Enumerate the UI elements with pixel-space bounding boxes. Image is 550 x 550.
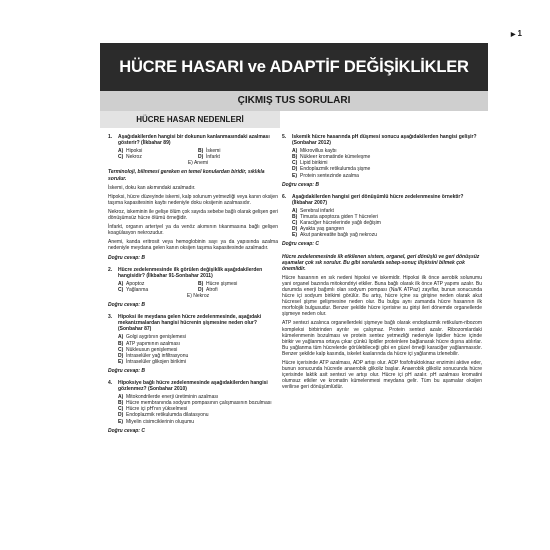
option-d: D) Atrofi <box>198 286 218 293</box>
option-b: B) Timusta apoptoza giden T hücreleri <box>292 214 379 221</box>
option-b: B) Hücre şişmesi <box>198 280 238 287</box>
chapter-title: HÜCRE HASARI ve ADAPTİF DEĞİŞİKLİKLER <box>100 43 488 91</box>
right-column <box>282 134 482 544</box>
option-b: B) İskemi <box>198 148 221 155</box>
answer: Doğru cevap: B <box>108 367 145 374</box>
left-column <box>108 134 278 544</box>
options <box>118 334 278 364</box>
question-text: Hipoksiye bağlı hücre zedelenmesinde aşağıdakilerden hangisi gözlenmez? (Sonbahar 2010) <box>118 380 268 393</box>
option-e: E) Nekroz <box>186 292 210 299</box>
option-d: D) Endoplazmik retikulumda şişme <box>292 166 371 173</box>
paragraph: Hipoksi, hücre düzeyinde iskemi, kalp solunum yetmezliği veya kanın oksijen taşıma kapasitesinin kaybı nedeniyle doku oksijenin azalmasıdır. <box>108 193 278 206</box>
paragraph: İskemi, doku kan akımındaki azalmadır. <box>108 184 196 191</box>
paragraph: İnfarkt, organın arteriyel ya da venöz akımının tıkanmasına bağlı gelişen koagülasyon nekrozudur. <box>108 224 278 237</box>
options <box>292 148 482 178</box>
option-a: A) Mikrovillus kaybı <box>292 148 337 155</box>
section-heading: HÜCRE HASAR NEDENLERİ <box>100 111 280 128</box>
paragraph: Hücre hasarının en sık nedeni hipoksi ve iskemidir. Hipoksi ilk önce aerobik solunumu yani organel bazında mitokondriyi etkiler. Buna bağlı olarak ilk önce ATP yapımı azalır. Bu durumda enerji bağımlı olan sodyum pompası (Na/K ATPaz) zayıflar, bunun sonucunda hücre içi sodyum birikimi görülür. Bu artış, hücre içine su girişine neden olarak akut hücresel şişme gelişmesine neden olur. Bu bulgu aynı zamanda hücre hasarının ilk morfolojik bulgusudur. Benzer şekilde hücre içerisine su girişi ileri dönemde organellerde şişmeye neden olur. <box>282 274 482 318</box>
question-2: 2. Hücre zedelenmesinde ilk görülen değişiklik aşağıdakilerden hangisidir? (İlkbahar 91-Sonbahar 2011) A) Apoptoz B) Hücre şişmesi C) Yağlanma D) Atrofi E) Nekroz <box>108 267 278 299</box>
option-e: E) Miyelin cisimciklerinin oluşumu <box>118 418 195 425</box>
question-text: Hipoksi ile meydana gelen hücre zedelenmesinde, aşağıdaki mekanizmalardan hangisi hücrenin şişmesine neden olur? (Sonbahar 87) <box>118 314 262 333</box>
option-a: A) Mitokondrilerde enerji üretiminin azalması <box>118 394 219 401</box>
option-d: D) Endoplazmik retikulumda dilatasyonu <box>118 412 209 419</box>
question-text: Aşağıdakilerden hangisi bir dokunun kanlanmasındaki azalması gösterir? (İlkbahar 89) <box>118 134 270 147</box>
question-text: Aşağıdakilerden hangisi geri dönüşümlü hücre zedelenmesine örnektir? (İlkbahar 2007) <box>292 193 464 206</box>
option-e: E) Anemi <box>187 160 209 167</box>
option-e: E) İntraselüler glikojen birikimi <box>118 358 187 365</box>
question-text: İskemik hücre hasarında pH düşmesi sonucu aşağıdakilerden hangisi gelişir? (Sonbahar 2012) <box>292 134 477 147</box>
option-d: D) İntraselüler yağ infiltrasyonu <box>118 352 189 359</box>
option-d: D) İnfarkt <box>198 154 220 161</box>
question-text: Hücre zedelenmesinde ilk görülen değişiklik aşağıdakilerden hangisidir? (İlkbahar 91-Sonbahar 2011) <box>118 266 263 279</box>
option-a: A) Golgi aygıtının genişlemesi <box>118 334 187 341</box>
page-number: ▶ 1 <box>510 29 522 38</box>
option-a: A) Apoptoz <box>118 280 145 287</box>
answer: Doğru cevap: B <box>282 181 319 188</box>
option-c: C) Nekroz <box>118 154 142 161</box>
answer: Doğru cevap: C <box>282 241 319 248</box>
option-e: E) Protein sentezinde azalma <box>292 172 359 179</box>
comment: Terminoloji, bilinmesi gereken en temel konulardan biridir, sıklıkla sorulur. <box>108 169 265 182</box>
question-6: 6. Aşağıdakilerden hangisi geri dönüşümlü hücre zedelenmesine örnektir? (İlkbahar 2007) A) Serebral infarkt B) Timusta apoptoza giden T hücreleri C) Karaciğer hücrelerinde yağlı değişim D) Ayakta yaş gangren E) Akut pankreatite bağlı yağ nekrozu <box>282 194 482 239</box>
paragraph: Nekroz, iskeminin ile gelişe ölüm çok sayıda sebebe bağlı olarak gelişen geri dönüşümsüz hücre ölümü örneğidir. <box>108 208 278 222</box>
question-4: 4. Hipoksiye bağlı hücre zedelenmesinde aşağıdakilerden hangisi gözlenmez? (Sonbahar 2010) A) Mitokondrilerde enerji üretiminin azalması B) Hücre membranında sodyum pompasının çalışmasının bozulması C) Hücre içi pH'nın yükselmesi D) Endoplazmik retikulumda dilatasyonu E) Miyelin cisimciklerinin oluşumu <box>108 380 278 425</box>
options <box>118 394 278 424</box>
triangle-icon: ▶ <box>510 32 516 38</box>
paragraph: Anemi, kanda eritrosit veya hemoglobinin sayı ya da yapısında azalma nedeniyle meydana gelen kanın oksijen taşıma kapasitesinde azalmadır. <box>108 239 278 252</box>
option-e: E) Akut pankreatite bağlı yağ nekrozu <box>292 232 377 239</box>
options <box>118 281 278 293</box>
option-a: A) Serebral infarkt <box>292 207 334 214</box>
option-b: B) Hücre membranında sodyum pompasının çalışmasının bozulması <box>118 400 272 407</box>
comment: Hücre zedelenmesinde ilk etkilenen sistem, organel, geri dönüşlü ve geri dönüşsüz aşamalar çok sık sorulur. Bu gibi sorularda sebep-sonuç ilişkisini bilmek çok önemlidir. <box>282 253 480 272</box>
option-a: A) Hipoksi <box>118 148 143 155</box>
answer: Doğru cevap: C <box>108 427 145 434</box>
paragraph: ATP sentezi azalınca organellerdeki şişmeye bağlı olarak endoplazmik retikulum-ribozom kompleksi birbirinden ayrılır ve çalışmaz. Protein sentezi azalır. Ribozomlardaki kümelenmenin bozulması ve protein sentez yetmezliği nedeniyle lipidler hücre içinde birikir ve yağlanma ortaya çıkar çünkü lipidler proteinlere bağlanarak hücre dışına atılırlar. Bu yağlanma tüm hücrelerde görülebileceği gibi en güzel örneği karaciğer yağlanmasıdır. Benzer şekilde kalp kasında, iskelet kaslarında da hücre içi yağlanma izlenebilir. <box>282 320 482 357</box>
answer: Doğru cevap: B <box>108 254 145 261</box>
question-3: 3. Hipoksi ile meydana gelen hücre zedelenmesinde, aşağıdaki mekanizmalardan hangisi hücrenin şişmesine neden olur? (Sonbahar 87) A) Golgi aygıtının genişlemesi B) ATP yapımının azalması C) Nükleusun genişlemesi D) İntraselüler yağ infiltrasyonu E) İntraselüler glikojen birikimi <box>108 314 278 365</box>
question-5: 5. İskemik hücre hasarında pH düşmesi sonucu aşağıdakilerden hangisi gelişir? (Sonbahar 2012) A) Mikrovillus kaybı B) Nükleer kromatinde kümeleşme C) Lipid birikimi D) Endoplazmik retikulumda şişme E) Protein sentezinde azalma <box>282 134 482 179</box>
option-c: C) Yağlanma <box>118 286 149 293</box>
option-c: C) Hücre içi pH'nın yükselmesi <box>118 406 188 413</box>
option-c: C) Lipid birikimi <box>292 160 328 167</box>
option-b: B) Nükleer kromatinde kümeleşme <box>292 154 371 161</box>
question-1: 1. Aşağıdakilerden hangisi bir dokunun kanlanmasındaki azalması gösterir? (İlkbahar 89) A) Hipoksi B) İskemi C) Nekroz D) İnfarkt E) Anemi <box>108 134 278 166</box>
paragraph: Hücre içerisinde ATP azalması, ADP artışı olur. ADP fosfofruktokinaz enzimini aktive eder, bunun sonucunda hücrede anaerobik glikoliz başlar. Anaerobik glikoliz sonucunda hücre içerisinde laktik asit sentezi ve artışı olur. Hücre içi pH azalır. pH azalması kromatini olumsuz etkiler ve kromatin kümelenmesi meydana gelir. Tüm bu aşamalar oksijen verilirse geri dönüşümlüdür. <box>282 360 482 391</box>
options <box>292 208 482 238</box>
option-c: C) Karaciğer hücrelerinde yağlı değişim <box>292 220 381 227</box>
chapter-subtitle: ÇIKMIŞ TUS SORULARI <box>100 91 488 111</box>
option-b: B) ATP yapımının azalması <box>118 340 181 347</box>
answer: Doğru cevap: B <box>108 302 145 309</box>
options <box>118 148 278 160</box>
option-c: C) Nükleusun genişlemesi <box>118 346 178 353</box>
option-d: D) Ayakta yaş gangren <box>292 226 345 233</box>
